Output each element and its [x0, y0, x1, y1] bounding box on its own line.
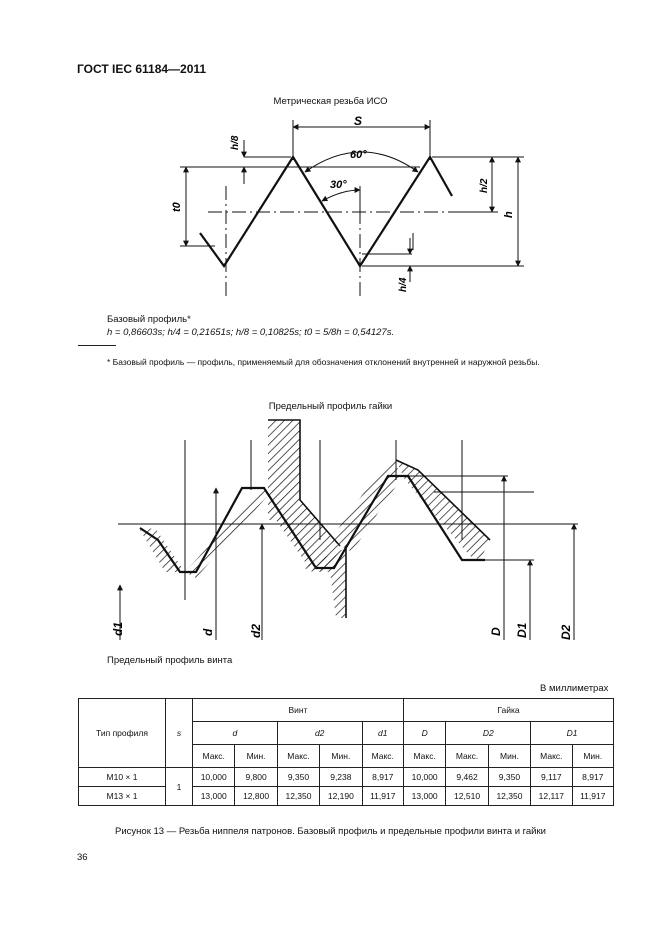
header-nut: Гайка [403, 699, 613, 722]
label-d1: d1 [111, 621, 125, 636]
header-max: Макс. [403, 745, 445, 768]
table-cell: 12,350 [277, 787, 319, 806]
header-max: Макс. [362, 745, 403, 768]
header-s: s [166, 699, 193, 768]
label-D1: D1 [515, 622, 529, 638]
table-cell: 12,117 [531, 787, 572, 806]
table-cell: 13,000 [193, 787, 235, 806]
table-cell: 12,350 [488, 787, 530, 806]
table-cell: 12,800 [235, 787, 277, 806]
header-max: Макс. [277, 745, 319, 768]
table-cell: 9,800 [235, 768, 277, 787]
figure1-title: Метрическая резьба ИСО [273, 96, 388, 107]
page-number: 36 [77, 852, 88, 863]
header-max: Макс. [193, 745, 235, 768]
table-cell: 8,917 [572, 768, 613, 787]
units-note: В миллиметрах [540, 683, 609, 694]
table-cell: 10,000 [193, 768, 235, 787]
header-min: Мин. [488, 745, 530, 768]
label-h: h [503, 211, 515, 218]
header-d1: d1 [362, 722, 403, 745]
table-cell: 9,117 [531, 768, 572, 787]
basic-profile-formula: h = 0,86603s; h/4 = 0,21651s; h/8 = 0,10825s; t0 = 5/8h = 0,54127s. [107, 327, 395, 338]
document-header: ГОСТ IEC 61184—2011 [77, 62, 207, 76]
table-row [79, 768, 614, 787]
label-h2: h/2 [479, 178, 490, 193]
table-cell: 9,350 [277, 768, 319, 787]
label-D2: D2 [559, 624, 573, 640]
figure2-title: Предельный профиль гайки [268, 401, 393, 412]
label-angle-60: 60° [350, 149, 367, 161]
header-D1: D1 [531, 722, 614, 745]
header-min: Мин. [320, 745, 362, 768]
row-type: M10 × 1 [79, 768, 166, 787]
table-cell: 9,350 [488, 768, 530, 787]
table-row [79, 787, 614, 806]
table-cell: 13,000 [403, 787, 445, 806]
label-h8: h/8 [230, 135, 241, 150]
label-d2: d2 [249, 623, 263, 638]
label-t0: t0 [171, 202, 183, 212]
figure-caption: Рисунок 13 — Резьба ниппеля патронов. Базовый профиль и предельные профили винта и гайки [115, 826, 546, 837]
label-D: D [489, 627, 503, 636]
label-angle-30: 30° [330, 179, 347, 191]
header-min: Мин. [572, 745, 613, 768]
header-screw: Винт [193, 699, 404, 722]
row-type: M13 × 1 [79, 787, 166, 806]
label-s: S [354, 114, 363, 128]
table-cell: 9,238 [320, 768, 362, 787]
figure2-bottom-caption: Предельный профиль винта [107, 655, 233, 666]
label-d: d [201, 628, 215, 636]
header-d2: d2 [277, 722, 362, 745]
table-cell: 11,917 [572, 787, 613, 806]
table-cell: 11,917 [362, 787, 403, 806]
footnote-text: * Базовый профиль — профиль, применяемый для обозначения отклонений внутренней и наружной резьбы. [107, 357, 540, 367]
header-D2: D2 [446, 722, 531, 745]
table-cell: 9,462 [446, 768, 488, 787]
dimensions-table [78, 698, 614, 806]
header-max: Макс. [446, 745, 488, 768]
header-D: D [403, 722, 445, 745]
header-min: Мин. [235, 745, 277, 768]
label-h4: h/4 [398, 277, 409, 292]
header-type: Тип профиля [79, 699, 166, 768]
table-cell: 12,190 [320, 787, 362, 806]
row-s: 1 [166, 768, 193, 806]
basic-profile-label: Базовый профиль* [107, 314, 191, 325]
header-d: d [193, 722, 278, 745]
header-max: Макс. [531, 745, 572, 768]
table-cell: 8,917 [362, 768, 403, 787]
table-cell: 10,000 [403, 768, 445, 787]
table-cell: 12,510 [446, 787, 488, 806]
